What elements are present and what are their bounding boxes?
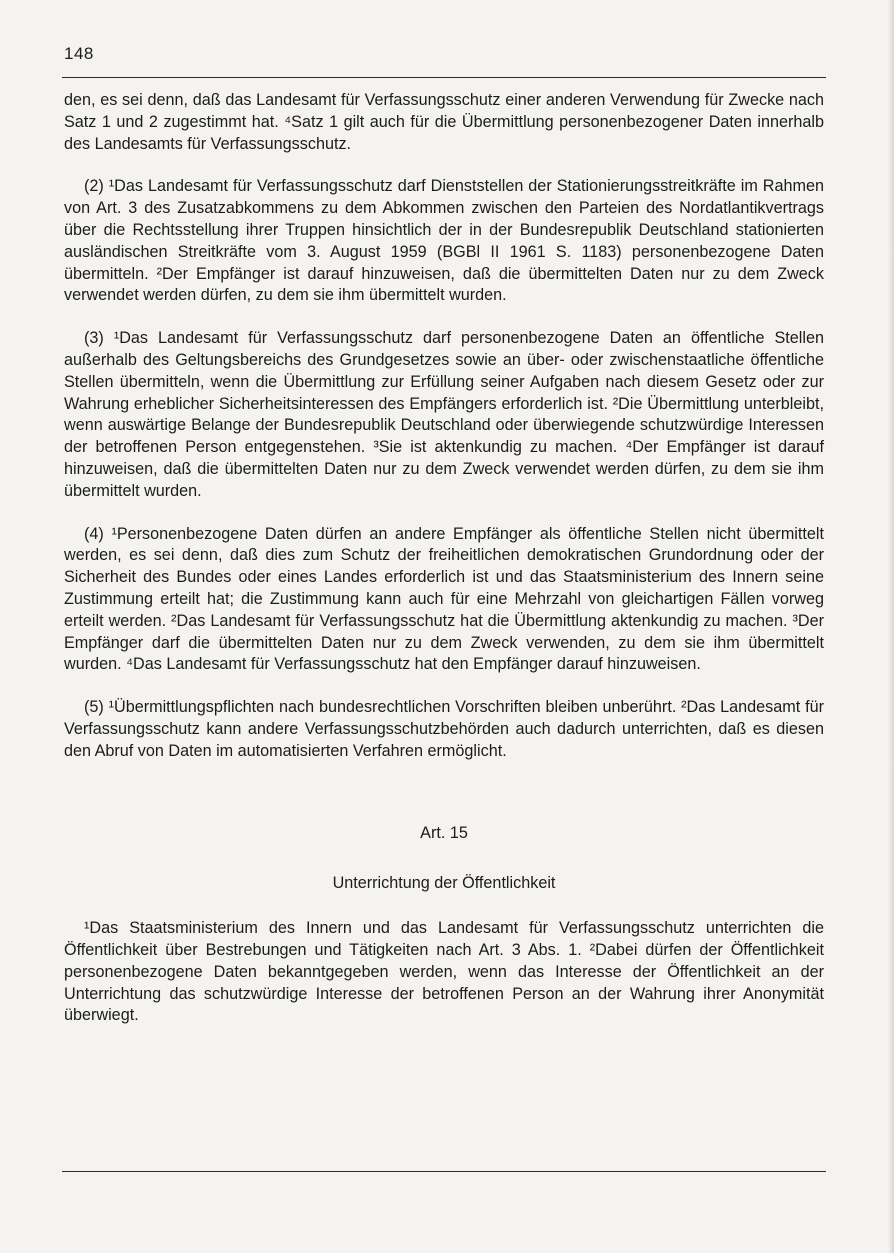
article-title: Unterrichtung der Öffentlichkeit [332,874,556,893]
footer-rule [62,1171,826,1172]
paragraph-5: (5) ¹Übermittlungspflichten nach bundesrechtlichen Vorschriften bleiben unberührt. ²Das Landesamt für Verfassungsschutz kann andere Verfassungsschutzbehörden auch dadurch unterrichten, daß es diesen den Abruf von Daten im automatisierten Verfahren ermöglicht. [64,698,824,760]
page-content [64,90,824,1027]
page-number: 148 [64,44,94,63]
paragraph-3: (3) ¹Das Landesamt für Verfassungsschutz darf personenbezogene Daten an öffentliche Stellen außerhalb des Geltungsbereichs des Grundgesetzes sowie an über- oder zwischenstaatliche öffentliche Stellen übermitteln, wenn die Übermittlung zur Erfüllung seiner Aufgaben nach diesem Gesetz oder zur Wahrung erheblicher Sicherheitsinteressen des Empfängers erforderlich ist. ²Die Übermittlung unterbleibt, wenn auswärtige Belange der Bundesrepublik Deutschland oder überwiegende schutzwürdige Interessen der betroffenen Person entgegenstehen. ³Sie ist aktenkundig zu machen. ⁴Der Empfänger ist darauf hinzuweisen, daß die übermittelten Daten nur zu dem Zweck verwendet werden dürfen, zu dem sie ihm übermittelt wurden. [64,329,824,500]
paragraph-4: (4) ¹Personenbezogene Daten dürfen an andere Empfänger als öffentliche Stellen nicht übermittelt werden, es sei denn, daß dies zum Schutz der freiheitlichen demokratischen Grundordnung oder der Sicherheit des Bundes oder eines Landes erforderlich ist und das Staatsministerium des Innern seine Zustimmung erteilt hat; die Zustimmung kann auch für eine Mehrzahl von gleichartigen Fällen vorweg erteilt werden. ²Das Landesamt für Verfassungsschutz hat die Übermittlung aktenkundig zu machen. ³Der Empfänger darf die übermittelten Daten nur zu dem Zweck verwenden, zu dem sie ihm übermittelt wurden. ⁴Das Landesamt für Verfassungsschutz hat den Empfänger darauf hinzuweisen. [64,524,824,674]
article-text: ¹Das Staatsministerium des Innern und das Landesamt für Verfassungsschutz unterrichten die Öffentlichkeit über Bestrebungen und Tätigkeiten nach Art. 3 Abs. 1. ²Dabei dürfen der Öffentlichkeit personenbezogene Daten bekanntgegeben werden, wenn das Interesse der Öffentlichkeit an der Unterrichtung das schutzwürdige Interesse der betroffenen Person an der Wahrung ihrer Anonymität überwiegt. [64,919,824,1025]
scan-edge-shadow [888,0,894,1253]
paragraph-2: (2) ¹Das Landesamt für Verfassungsschutz darf Dienststellen der Stationierungsstreitkräfte im Rahmen von Art. 3 des Zusatzabkommens zu dem Abkommen zwischen den Parteien des Nordatlantikvertrags über die Rechtsstellung ihrer Truppen hinsichtlich der in der Bundesrepublik Deutschland stationierten ausländischen Streitkräfte vom 3. August 1959 (BGBl II 1961 S. 1183) personenbezogene Daten übermitteln. ²Der Empfänger ist darauf hinzuweisen, daß die übermittelten Daten nur zu dem Zweck verwendet werden dürfen, zu dem sie ihm übermittelt wurden. [64,177,824,305]
paragraph-continuation: den, es sei denn, daß das Landesamt für Verfassungsschutz einer anderen Verwendung für Zwecke nach Satz 1 und 2 zugestimmt hat. ⁴Satz 1 gilt auch für die Übermittlung personenbezogener Daten innerhalb des Landesamts für Verfassungsschutz. [64,91,824,153]
header-rule [62,77,826,78]
article-heading: Art. 15 [420,823,468,842]
